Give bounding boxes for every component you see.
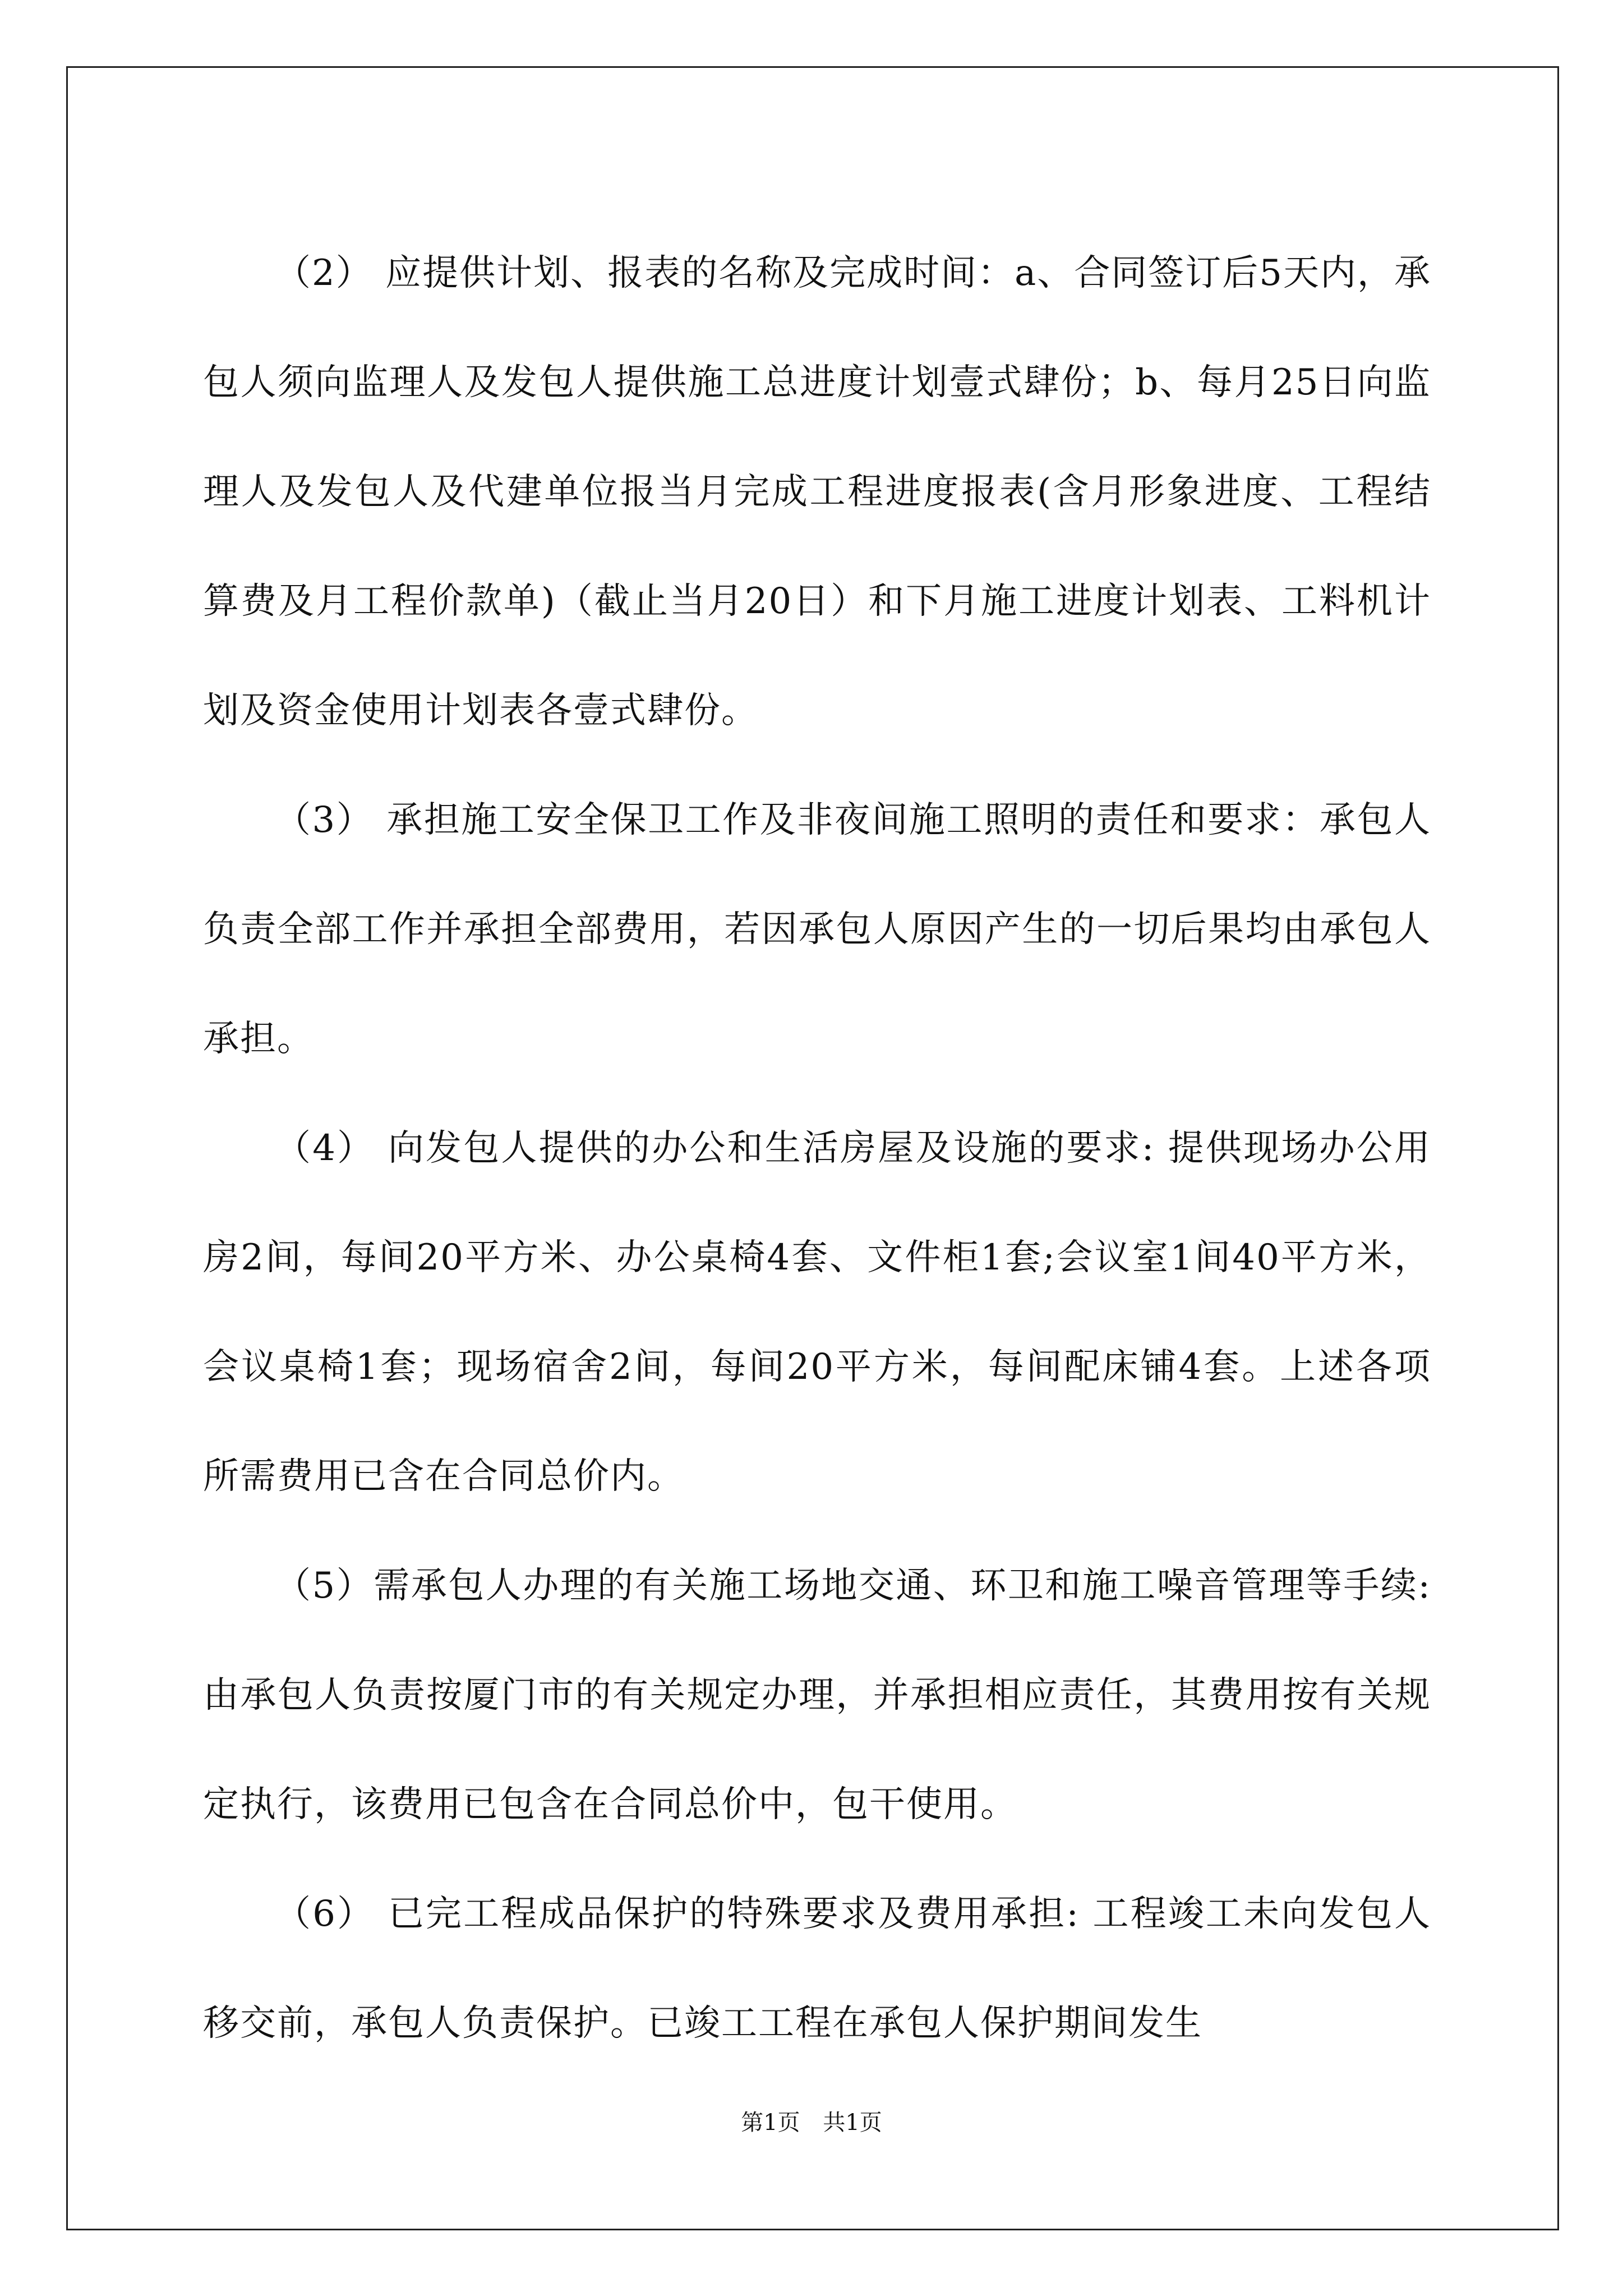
page-number-total: 共1页 <box>823 2110 882 2136</box>
document-body <box>203 219 1431 2078</box>
paragraph-6: （6） 已完工程成品保护的特殊要求及费用承担: 工程竣工未向发包人移交前，承包人负责保护。已竣工工程在承包人保护期间发生 <box>203 1893 1431 2044</box>
paragraph-2: （2） 应提供计划、报表的名称及完成时间：a、合同签订后5天内，承包人须向监理人及发包人提供施工总进度计划壹式肆份；b、每月25日向监理人及发包人及代建单位报当月完成工程进度报表(含月形象进度、工程结算费及月工程价款单)（截止当月20日）和下月施工进度计划表、工料机计划及资金使用计划表各壹式肆份。 <box>203 252 1431 731</box>
paragraph-4: （4） 向发包人提供的办公和生活房屋及设施的要求: 提供现场办公用房2间，每间20平方米、办公桌椅4套、文件柜1套;会议室1间40平方米，会议桌椅1套；现场宿舍2间，每间20平方米，每间配床铺4套。上述各项所需费用已含在合同总价内。 <box>203 1128 1431 1497</box>
page-number-current: 第1页 <box>741 2110 800 2136</box>
paragraph-5: （5）需承包人办理的有关施工场地交通、环卫和施工噪音管理等手续: 由承包人负责按厦门市的有关规定办理，并承担相应责任，其费用按有关规定执行，该费用已包含在合同总价中，包干使用。 <box>203 1565 1431 1825</box>
page-footer <box>0 2105 1623 2137</box>
paragraph-3: （3） 承担施工安全保卫工作及非夜间施工照明的责任和要求：承包人负责全部工作并承担全部费用，若因承包人原因产生的一切后果均由承包人承担。 <box>203 799 1431 1060</box>
